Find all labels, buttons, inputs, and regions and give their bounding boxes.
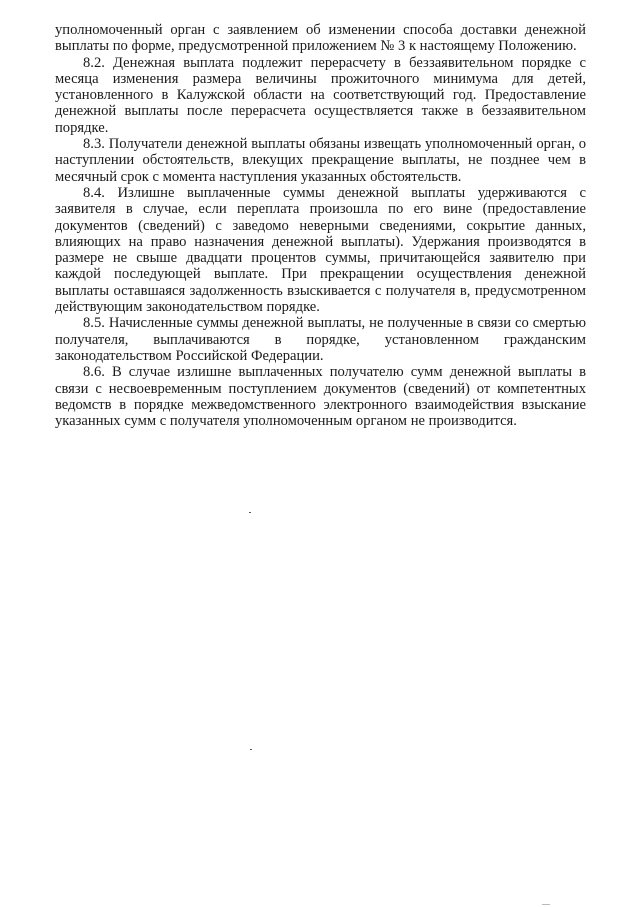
paragraph-continuation: уполномоченный орган с заявлением об изменении способа доставки денежной выплаты по форме, предусмотренной приложением № 3 к настоящему Положению. [55,22,586,55]
document-body [55,22,586,429]
scan-speck [249,512,251,513]
paragraph-8-6: 8.6. В случае излишне выплаченных получателю сумм денежной выплаты в связи с несвоевременным поступлением документов (сведений) от компетентных ведомств в порядке межведомственного электронного взаимодействия взыскание указанных сумм с получателя уполномоченным органом не производится. [55,364,586,430]
paragraph-8-2: 8.2. Денежная выплата подлежит перерасчету в беззаявительном порядке с месяца изменения размера величины прожиточного минимума для детей, установленного в Калужской области на соответствующий год. Предоставление денежной выплаты после перерасчета осуществляется также в беззаявительном порядке. [55,54,586,136]
scan-speck [542,904,550,905]
paragraph-8-5: 8.5. Начисленные суммы денежной выплаты, не полученные в связи со смертью получателя, выплачиваются в порядке, установленном гражданским законодательством Российской Федерации. [55,315,586,364]
paragraph-8-4: 8.4. Излишне выплаченные суммы денежной выплаты удерживаются с заявителя в случае, если переплата произошла по его вине (предоставление документов (сведений) с заведомо неверными сведениями, сокрытие данных, влияющих на право назначения денежной выплаты). Удержания производятся в размере не свыше двадцати процентов суммы, причитающейся заявителю при каждой последующей выплате. При прекращении осуществления денежной выплаты оставшаяся задолженность взыскивается с получателя в, предусмотренном действующим законодательством порядке. [55,184,586,316]
scan-speck [250,749,252,750]
paragraph-8-3: 8.3. Получатели денежной выплаты обязаны извещать уполномоченный орган, о наступлении обстоятельств, влекущих прекращение выплаты, не позднее чем в месячный срок с момента наступления указанных обстоятельств. [55,136,586,185]
